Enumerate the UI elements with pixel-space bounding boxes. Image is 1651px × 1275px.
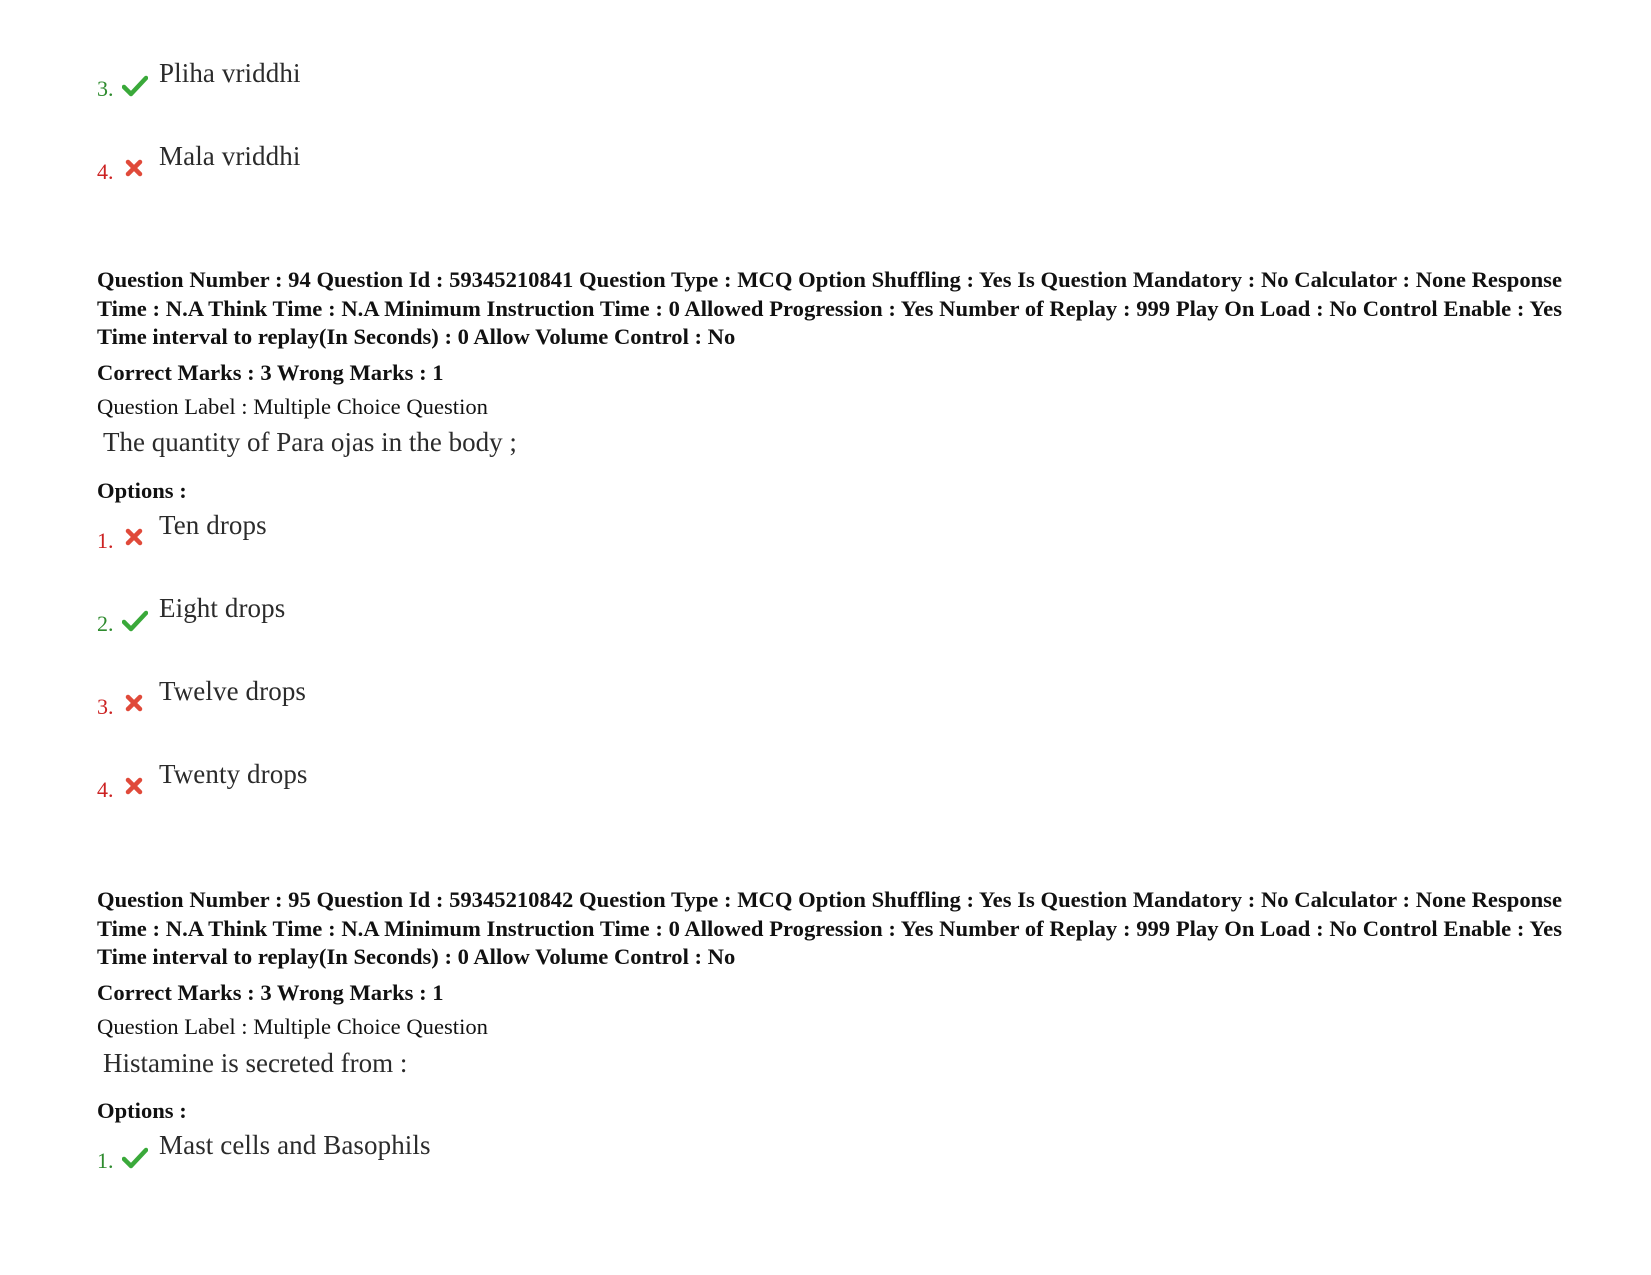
option-text: Twenty drops <box>159 759 308 789</box>
option-number: 1. <box>97 528 114 553</box>
cross-icon <box>122 775 148 799</box>
cross-icon <box>122 692 148 716</box>
check-icon <box>122 74 148 98</box>
option-number: 1. <box>97 1148 114 1173</box>
option-item <box>97 593 797 653</box>
option-item <box>97 1130 797 1190</box>
option-number: 4. <box>97 777 114 802</box>
option-text: Mast cells and Basophils <box>159 1130 431 1160</box>
option-text: Mala vriddhi <box>159 141 301 171</box>
option-text: Eight drops <box>159 593 286 623</box>
question-text: The quantity of Para ojas in the body ; <box>103 427 517 457</box>
option-item <box>97 759 797 819</box>
question-text: Histamine is secreted from : <box>103 1048 408 1078</box>
option-number: 3. <box>97 694 114 719</box>
option-item <box>97 58 797 118</box>
option-text: Ten drops <box>159 510 267 540</box>
question-label: Question Label : Multiple Choice Question <box>97 394 488 419</box>
question-meta: Question Number : 94 Question Id : 59345210841 Question Type : MCQ Option Shuffling : Yes Is Question Mandatory : No Calculator : None Response Time : N.A Think Time : N.A Minimum Instruction Time : 0 Allowed Progression : Yes Number of Replay : 999 Play On Load : No Control Enable : Yes Time interval to replay(In Seconds) : 0 Allow Volume Control : No <box>97 267 1562 349</box>
question-label: Question Label : Multiple Choice Question <box>97 1014 488 1039</box>
marks-line: Correct Marks : 3 Wrong Marks : 1 <box>97 980 444 1005</box>
option-item <box>97 510 797 570</box>
option-text: Pliha vriddhi <box>159 58 301 88</box>
option-number: 2. <box>97 611 114 636</box>
check-icon <box>122 1146 148 1170</box>
option-number: 4. <box>97 159 114 184</box>
option-number: 3. <box>97 76 114 101</box>
question-meta: Question Number : 95 Question Id : 59345210842 Question Type : MCQ Option Shuffling : Yes Is Question Mandatory : No Calculator : None Response Time : N.A Think Time : N.A Minimum Instruction Time : 0 Allowed Progression : Yes Number of Replay : 999 Play On Load : No Control Enable : Yes Time interval to replay(In Seconds) : 0 Allow Volume Control : No <box>97 887 1562 969</box>
options-heading: Options : <box>97 1098 187 1123</box>
check-icon <box>122 609 148 633</box>
options-heading: Options : <box>97 478 187 503</box>
cross-icon <box>122 157 148 181</box>
option-item <box>97 676 797 736</box>
option-item <box>97 141 797 201</box>
option-text: Twelve drops <box>159 676 307 706</box>
marks-line: Correct Marks : 3 Wrong Marks : 1 <box>97 360 444 385</box>
cross-icon <box>122 526 148 550</box>
